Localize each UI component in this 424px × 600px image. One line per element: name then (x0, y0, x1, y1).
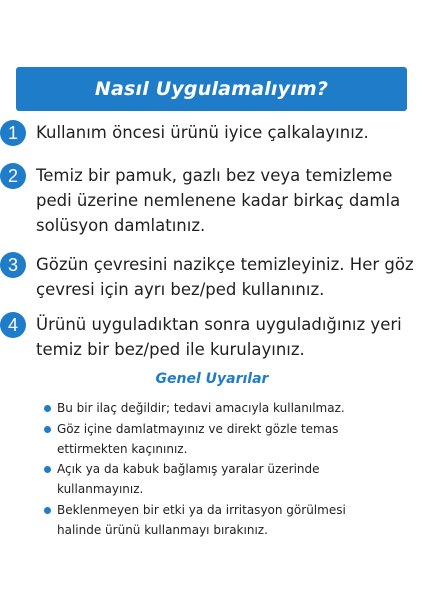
warning-text: Göz içine damlatmayınız ve direkt gözle temas ettirmekten kaçınınız. (57, 422, 339, 456)
bullet-dot-icon (44, 426, 51, 433)
step-number-badge: 3 (0, 252, 26, 278)
warnings-title: Genel Uyarılar (155, 371, 269, 387)
step-text: Ürünü uyguladıktan sonra uyguladığınız yeri temiz bir bez/ped ile kurulayınız. (36, 315, 402, 359)
header-banner (16, 67, 407, 111)
warning-text: Beklenmeyen bir etki ya da irritasyon görülmesi halinde ürünü kullanmayı bırakınız. (57, 503, 346, 537)
bullet-dot-icon (44, 405, 51, 412)
step-text: Gözün çevresini nazikçe temizleyiniz. Her göz çevresi için ayrı bez/ped kullanınız. (36, 255, 414, 299)
step-number-badge: 4 (0, 312, 26, 338)
step-text: Kullanım öncesi ürünü iyice çalkalayınız. (36, 123, 369, 142)
step-text: Temiz bir pamuk, gazlı bez veya temizleme pedi üzerine nemlenene kadar birkaç damla solüsyon damlatınız. (36, 166, 401, 235)
warning-text: Açık ya da kabuk bağlamış yaralar üzerinde kullanmayınız. (57, 462, 320, 496)
header-title: Nasıl Uygulamalıyım? (94, 78, 329, 100)
step-number-badge: 1 (0, 120, 26, 146)
warning-text: Bu bir ilaç değildir; tedavi amacıyla kullanılmaz. (57, 401, 345, 415)
bullet-dot-icon (44, 507, 51, 514)
step-number-badge: 2 (0, 163, 26, 189)
bullet-dot-icon (44, 466, 51, 473)
